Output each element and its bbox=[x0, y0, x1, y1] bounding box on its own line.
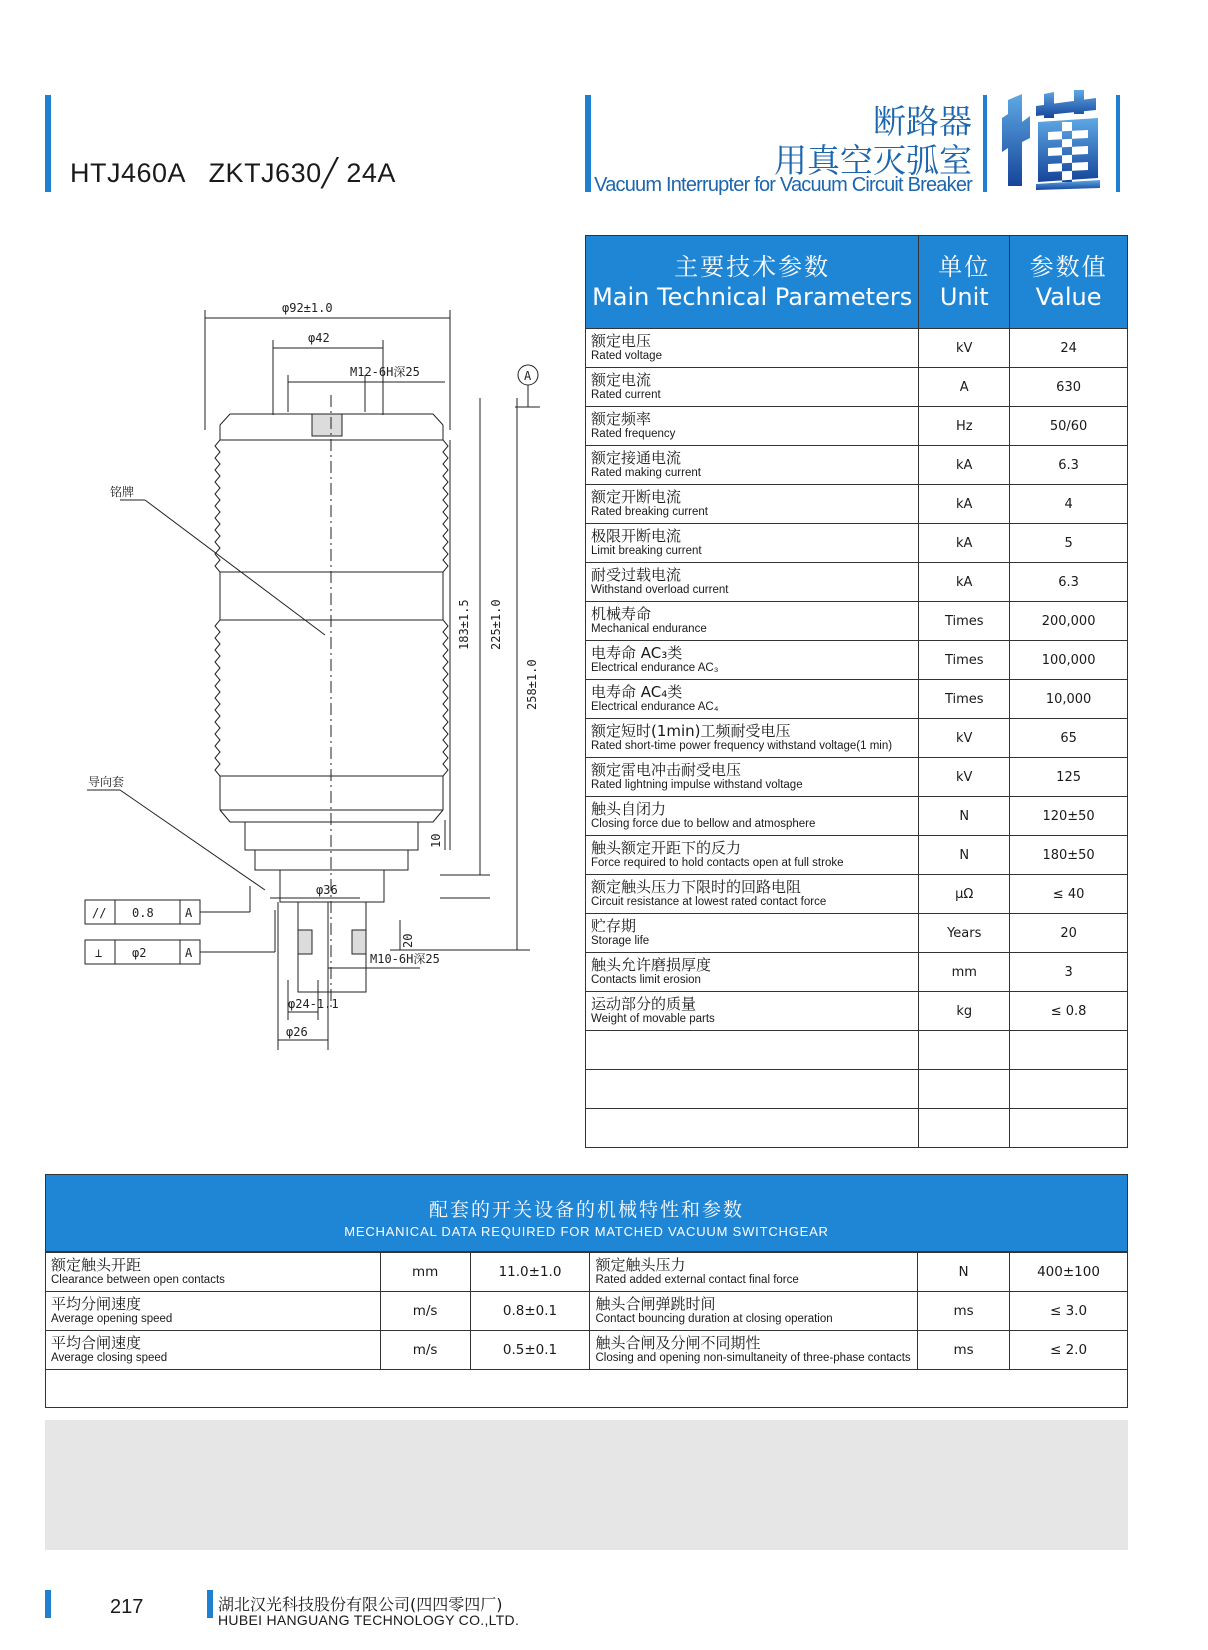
param-name bbox=[586, 836, 919, 875]
mech-name-left-en: Clearance between open contacts bbox=[51, 1273, 225, 1286]
param-name bbox=[586, 524, 919, 563]
mech-name-left bbox=[46, 1292, 381, 1331]
header-value-en: Value bbox=[1035, 283, 1102, 311]
table-row bbox=[586, 563, 1128, 602]
mech-unit-left: mm bbox=[380, 1253, 470, 1292]
param-value: 6.3 bbox=[1010, 563, 1128, 602]
mech-name-left-en: Average opening speed bbox=[51, 1312, 173, 1325]
param-name bbox=[586, 641, 919, 680]
mechanical-data-table bbox=[45, 1252, 1128, 1370]
mechanical-empty-row bbox=[45, 1369, 1128, 1408]
mech-name-left bbox=[46, 1253, 381, 1292]
param-name-en: Storage life bbox=[591, 934, 650, 947]
param-name bbox=[586, 446, 919, 485]
param-unit: kV bbox=[919, 329, 1010, 368]
param-value: 120±50 bbox=[1010, 797, 1128, 836]
table-row bbox=[586, 992, 1128, 1031]
param-name-cn: 机械寿命 bbox=[591, 605, 652, 624]
mechanical-data-header bbox=[45, 1174, 1128, 1252]
table-row bbox=[586, 368, 1128, 407]
param-name bbox=[586, 797, 919, 836]
empty-row bbox=[586, 1109, 1128, 1148]
table-row bbox=[46, 1292, 1128, 1331]
mech-unit-left: m/s bbox=[380, 1331, 470, 1370]
mech-name-right-cn: 额定触头压力 bbox=[595, 1256, 686, 1275]
param-unit: A bbox=[919, 368, 1010, 407]
param-value: 6.3 bbox=[1010, 446, 1128, 485]
param-unit: Times bbox=[919, 602, 1010, 641]
param-name-en: Circuit resistance at lowest rated contact force bbox=[591, 895, 827, 908]
param-name-cn: 额定短时(1min)工频耐受电压 bbox=[591, 722, 791, 741]
table-row bbox=[586, 602, 1128, 641]
dim-h10: 10 bbox=[429, 833, 443, 848]
table-row bbox=[586, 914, 1128, 953]
param-name-en: Rated short-time power frequency withstand voltage(1 min) bbox=[591, 739, 893, 752]
table-row bbox=[586, 836, 1128, 875]
param-name bbox=[586, 680, 919, 719]
dim-d92: φ92±1.0 bbox=[282, 301, 333, 315]
param-name-cn: 触头允许磨损厚度 bbox=[591, 956, 712, 975]
param-name-cn: 额定开断电流 bbox=[591, 488, 682, 507]
param-unit: Times bbox=[919, 641, 1010, 680]
mech-unit-right: ms bbox=[918, 1292, 1010, 1331]
table-row bbox=[46, 1253, 1128, 1292]
mech-name-right-cn: 触头合闸弹跳时间 bbox=[595, 1295, 716, 1314]
param-name-en: Rated lightning impulse withstand voltage bbox=[591, 778, 803, 791]
tolerance-1-value: 0.8 bbox=[132, 906, 154, 920]
param-unit: kV bbox=[919, 758, 1010, 797]
param-name-cn: 电寿命 AC₄类 bbox=[591, 683, 683, 702]
param-name-cn: 电寿命 AC₃类 bbox=[591, 644, 683, 663]
empty-cell bbox=[586, 1070, 919, 1109]
param-name-cn: 额定频率 bbox=[591, 410, 652, 429]
table-row bbox=[586, 875, 1128, 914]
table-row bbox=[586, 524, 1128, 563]
mechanical-title-cn: 配套的开关设备的机械特性和参数 bbox=[428, 1199, 744, 1221]
param-name-cn: 贮存期 bbox=[591, 917, 637, 936]
param-name-cn: 运动部分的质量 bbox=[591, 995, 697, 1014]
header-logo-left-bar bbox=[983, 95, 987, 192]
param-name-en: Contacts limit erosion bbox=[591, 973, 701, 986]
mech-name-right-en: Contact bouncing duration at closing operation bbox=[595, 1312, 833, 1325]
param-value: 4 bbox=[1010, 485, 1128, 524]
mech-name-right bbox=[590, 1292, 918, 1331]
param-unit: Years bbox=[919, 914, 1010, 953]
mech-name-right-en: Closing and opening non-simultaneity of three-phase contacts bbox=[595, 1351, 911, 1364]
empty-cell bbox=[586, 1109, 919, 1148]
table-row bbox=[586, 407, 1128, 446]
param-value: 200,000 bbox=[1010, 602, 1128, 641]
mech-value-left: 11.0±1.0 bbox=[470, 1253, 590, 1292]
dim-h183: 183±1.5 bbox=[457, 599, 471, 650]
param-unit: mm bbox=[919, 953, 1010, 992]
table-row bbox=[46, 1331, 1128, 1370]
tolerance-2-datum: A bbox=[185, 946, 193, 960]
empty-cell bbox=[919, 1070, 1010, 1109]
param-unit: kA bbox=[919, 524, 1010, 563]
datum-label: A bbox=[524, 369, 532, 383]
header-logo-right-bar bbox=[1116, 95, 1120, 192]
mech-value-right: 400±100 bbox=[1010, 1253, 1128, 1292]
param-name bbox=[586, 758, 919, 797]
param-unit: Times bbox=[919, 680, 1010, 719]
dim-d26: φ26 bbox=[286, 1025, 308, 1039]
dim-h225: 225±1.0 bbox=[489, 599, 503, 650]
param-name bbox=[586, 563, 919, 602]
mech-value-right: ≤ 2.0 bbox=[1010, 1331, 1128, 1370]
dim-thread-top: M12-6H深25 bbox=[350, 365, 420, 379]
param-name-en: Rated breaking current bbox=[591, 505, 708, 518]
empty-cell bbox=[1010, 1109, 1128, 1148]
table-row bbox=[586, 719, 1128, 758]
header-unit-cn: 单位 bbox=[938, 253, 991, 281]
header-mid-bar bbox=[585, 95, 591, 192]
param-value: ≤ 40 bbox=[1010, 875, 1128, 914]
param-name-en: Closing force due to bellow and atmosphere bbox=[591, 817, 816, 830]
empty-row bbox=[586, 1070, 1128, 1109]
footer-mid-bar bbox=[207, 1590, 213, 1618]
table-row bbox=[586, 641, 1128, 680]
mech-unit-right: ms bbox=[918, 1331, 1010, 1370]
dim-thread-bottom: M10-6H深25 bbox=[370, 952, 440, 966]
technical-drawing bbox=[60, 290, 580, 1120]
table-row bbox=[586, 446, 1128, 485]
param-name-en: Force required to hold contacts open at full stroke bbox=[591, 856, 844, 869]
param-unit: kA bbox=[919, 563, 1010, 602]
empty-cell bbox=[919, 1031, 1010, 1070]
mech-value-left: 0.5±0.1 bbox=[470, 1331, 590, 1370]
header-value bbox=[1010, 236, 1128, 329]
header-unit-en: Unit bbox=[939, 283, 989, 311]
param-name-en: Electrical endurance AC₃ bbox=[591, 661, 719, 674]
grey-panel bbox=[45, 1420, 1128, 1550]
param-name-en: Withstand overload current bbox=[591, 583, 729, 596]
dim-h258: 258±1.0 bbox=[525, 659, 539, 710]
param-value: 630 bbox=[1010, 368, 1128, 407]
dim-h20: 20 bbox=[401, 933, 415, 948]
mech-name-left bbox=[46, 1331, 381, 1370]
param-unit: kV bbox=[919, 719, 1010, 758]
param-name-en: Weight of movable parts bbox=[591, 1012, 715, 1025]
param-name bbox=[586, 953, 919, 992]
tolerance-2-symbol: ⊥ bbox=[95, 946, 103, 960]
mech-name-right bbox=[590, 1253, 918, 1292]
tolerance-2-value: φ2 bbox=[132, 946, 147, 960]
param-name-cn: 触头自闭力 bbox=[591, 800, 667, 819]
mech-name-left-cn: 平均合闸速度 bbox=[51, 1334, 142, 1353]
param-unit: N bbox=[919, 797, 1010, 836]
param-name-en: Rated current bbox=[591, 388, 661, 401]
tolerance-1-datum: A bbox=[185, 906, 193, 920]
param-value: 20 bbox=[1010, 914, 1128, 953]
brand-title-cn-2: 用真空灭弧室 bbox=[774, 141, 972, 180]
mech-name-right-en: Rated added external contact final force bbox=[595, 1273, 799, 1286]
param-value: 10,000 bbox=[1010, 680, 1128, 719]
param-name bbox=[586, 602, 919, 641]
param-value: 100,000 bbox=[1010, 641, 1128, 680]
param-name-cn: 额定电流 bbox=[591, 371, 652, 390]
mech-unit-left: m/s bbox=[380, 1292, 470, 1331]
table-row bbox=[586, 758, 1128, 797]
param-value: 65 bbox=[1010, 719, 1128, 758]
footer-left-bar bbox=[45, 1590, 51, 1618]
param-name-cn: 触头额定开距下的反力 bbox=[591, 839, 742, 858]
param-name-cn: 极限开断电流 bbox=[591, 527, 682, 546]
guide-label: 导向套 bbox=[88, 775, 125, 789]
param-name-en: Rated making current bbox=[591, 466, 701, 479]
param-name-cn: 额定雷电冲击耐受电压 bbox=[591, 761, 742, 780]
empty-cell bbox=[1010, 1031, 1128, 1070]
table-row bbox=[586, 953, 1128, 992]
param-name-cn: 额定电压 bbox=[591, 332, 652, 351]
param-name-en: Electrical endurance AC₄ bbox=[591, 700, 719, 713]
param-name-en: Rated voltage bbox=[591, 349, 662, 362]
table-row bbox=[586, 680, 1128, 719]
param-unit: μΩ bbox=[919, 875, 1010, 914]
technical-parameters-table bbox=[585, 235, 1128, 1148]
mechanical-title-en: MECHANICAL DATA REQUIRED FOR MATCHED VACUUM SWITCHGEAR bbox=[344, 1224, 829, 1239]
parameters-body bbox=[586, 329, 1128, 1148]
param-name-cn: 耐受过载电流 bbox=[591, 566, 682, 585]
empty-cell bbox=[1010, 1070, 1128, 1109]
dim-d24: φ24-1.1 bbox=[288, 997, 339, 1011]
param-name-cn: 额定触头压力下限时的回路电阻 bbox=[591, 878, 802, 897]
param-unit: Hz bbox=[919, 407, 1010, 446]
mech-value-left: 0.8±0.1 bbox=[470, 1292, 590, 1331]
mech-name-right bbox=[590, 1331, 918, 1370]
dim-d36: φ36 bbox=[316, 883, 338, 897]
table-row bbox=[586, 329, 1128, 368]
param-value: 24 bbox=[1010, 329, 1128, 368]
param-name bbox=[586, 407, 919, 446]
page-number: 217 bbox=[110, 1596, 144, 1618]
tolerance-1-symbol: // bbox=[92, 906, 107, 920]
company-logo bbox=[1000, 88, 1102, 192]
mech-name-left-en: Average closing speed bbox=[51, 1351, 168, 1364]
param-name-en: Limit breaking current bbox=[591, 544, 702, 557]
param-value: ≤ 0.8 bbox=[1010, 992, 1128, 1031]
empty-cell bbox=[586, 1031, 919, 1070]
param-name bbox=[586, 368, 919, 407]
brand-title-en: Vacuum Interrupter for Vacuum Circuit Breaker bbox=[594, 174, 972, 196]
mech-value-right: ≤ 3.0 bbox=[1010, 1292, 1128, 1331]
mechanical-body bbox=[46, 1253, 1128, 1370]
mech-name-left-cn: 额定触头开距 bbox=[51, 1256, 142, 1275]
brand-title-cn-1: 断路器 bbox=[873, 102, 972, 141]
table-row bbox=[586, 797, 1128, 836]
param-value: 3 bbox=[1010, 953, 1128, 992]
header-parameters-cn: 主要技术参数 bbox=[674, 253, 831, 281]
mech-name-left-cn: 平均分闸速度 bbox=[51, 1295, 142, 1314]
dim-d42: φ42 bbox=[308, 331, 330, 345]
param-value: 5 bbox=[1010, 524, 1128, 563]
param-unit: kg bbox=[919, 992, 1010, 1031]
param-name bbox=[586, 914, 919, 953]
table-header-row bbox=[586, 236, 1128, 329]
param-value: 180±50 bbox=[1010, 836, 1128, 875]
table-row bbox=[586, 485, 1128, 524]
param-name bbox=[586, 992, 919, 1031]
empty-cell bbox=[919, 1109, 1010, 1148]
param-name-en: Mechanical endurance bbox=[591, 622, 707, 635]
param-name bbox=[586, 719, 919, 758]
mech-name-right-cn: 触头合闸及分闸不同期性 bbox=[595, 1334, 761, 1353]
param-value: 50/60 bbox=[1010, 407, 1128, 446]
param-name-cn: 额定接通电流 bbox=[591, 449, 682, 468]
company-name-cn: 湖北汉光科技股份有限公司(四四零四厂) bbox=[218, 1595, 503, 1614]
param-name bbox=[586, 875, 919, 914]
header-parameters-en: Main Technical Parameters bbox=[592, 283, 913, 311]
empty-row bbox=[586, 1031, 1128, 1070]
header-unit bbox=[919, 236, 1010, 329]
company-name-en: HUBEI HANGUANG TECHNOLOGY CO.,LTD. bbox=[218, 1612, 520, 1628]
param-name-en: Rated frequency bbox=[591, 427, 676, 440]
param-name bbox=[586, 485, 919, 524]
param-unit: kA bbox=[919, 485, 1010, 524]
nameplate-label: 铭牌 bbox=[110, 485, 135, 499]
header-value-cn: 参数值 bbox=[1029, 253, 1108, 281]
header-parameters bbox=[586, 236, 919, 329]
param-unit: N bbox=[919, 836, 1010, 875]
header-left-bar bbox=[45, 95, 51, 192]
param-name bbox=[586, 329, 919, 368]
mech-unit-right: N bbox=[918, 1253, 1010, 1292]
model-title: HTJ460A ZKTJ630╱ 24A bbox=[70, 158, 396, 188]
param-unit: kA bbox=[919, 446, 1010, 485]
param-value: 125 bbox=[1010, 758, 1128, 797]
